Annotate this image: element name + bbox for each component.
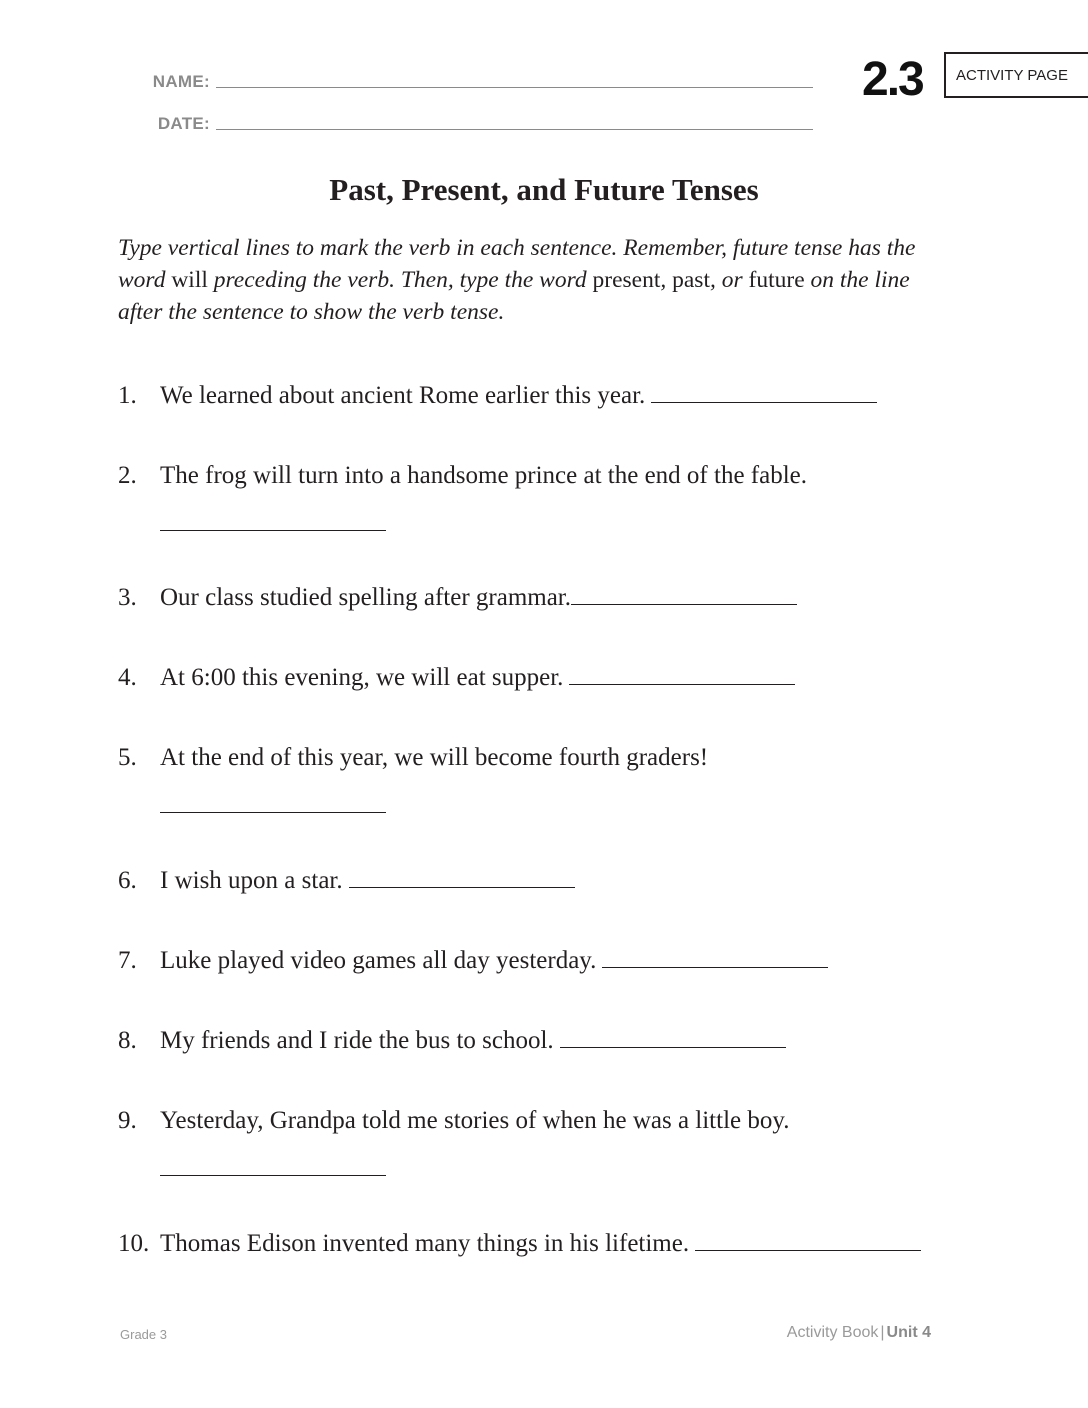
instructions [118,232,958,328]
question-text: At 6:00 this evening, we will eat supper. [160,664,564,691]
question-number: 3. [118,584,137,611]
instr-part-3: , [660,267,673,293]
question-number: 4. [118,664,137,691]
answer-blank-7[interactable] [602,947,828,968]
instr-word-present: present [592,267,661,293]
question-10 [118,1224,1018,1264]
answer-blank-5[interactable] [160,811,386,813]
activity-page-label: ACTIVITY PAGE [956,67,1068,84]
activity-number: 2.3 [862,53,923,106]
date-line[interactable] [216,129,813,130]
question-number: 1. [118,382,137,409]
footer-grade: Grade 3 [120,1327,167,1342]
question-text: My friends and I ride the bus to school. [160,1027,554,1054]
footer-separator: | [880,1324,885,1341]
question-3 [118,578,1018,618]
question-6 [118,861,1018,901]
answer-blank-8[interactable] [560,1027,786,1048]
question-4 [118,658,1018,698]
answer-blank-6[interactable] [349,867,575,888]
answer-blank-4[interactable] [569,664,795,685]
question-number: 10. [118,1230,150,1257]
question-text: Yesterday, Grandpa told me stories of when he was a little boy. [160,1107,790,1134]
question-2 [118,456,1018,496]
answer-blank-3[interactable] [571,584,797,605]
question-number: 2. [118,462,137,489]
question-number: 7. [118,947,137,974]
question-text: We learned about ancient Rome earlier this year. [160,382,646,409]
instr-word-past: past [672,267,710,293]
instr-part-1: Type vertical lines to mark the verb in each sentence. Remember, future tense has the word [118,235,916,293]
question-8 [118,1021,1018,1061]
question-9 [118,1101,1018,1141]
question-number: 8. [118,1027,137,1054]
name-line[interactable] [216,87,813,88]
question-number: 9. [118,1107,137,1134]
instr-part-4: , or [709,267,749,293]
question-number: 5. [118,744,137,771]
page-title: Past, Present, and Future Tenses [329,172,759,207]
question-text: Luke played video games all day yesterday. [160,947,597,974]
question-number: 6. [118,867,137,894]
footer-book: Activity Book [786,1324,879,1341]
question-text: At the end of this year, we will become fourth graders! [160,744,709,771]
answer-blank-1[interactable] [651,382,877,403]
answer-blank-2[interactable] [160,529,386,531]
answer-blank-10[interactable] [695,1230,921,1251]
question-text: Thomas Edison invented many things in his lifetime. [160,1230,690,1257]
footer-book-unit [787,1324,931,1342]
question-5 [118,738,1018,778]
date-label: DATE: [157,114,210,133]
answer-blank-9[interactable] [160,1174,386,1176]
question-text: Our class studied spelling after grammar. [160,584,571,611]
instr-part-2: preceding the verb. Then, type the word [207,267,593,293]
instr-part-5: on the line after the sentence to show the verb tense. [118,267,910,325]
footer-unit: Unit 4 [886,1324,931,1341]
question-7 [118,941,1018,981]
instr-word-will: will [171,267,208,293]
question-1 [118,376,1018,416]
name-label: NAME: [152,72,210,91]
date-field[interactable] [148,106,813,136]
instr-word-future: future [748,267,805,293]
activity-page-box [944,52,1088,98]
question-text: The frog will turn into a handsome prince at the end of the fable. [160,462,808,489]
question-text: I wish upon a star. [160,867,343,894]
name-field[interactable] [148,64,813,94]
